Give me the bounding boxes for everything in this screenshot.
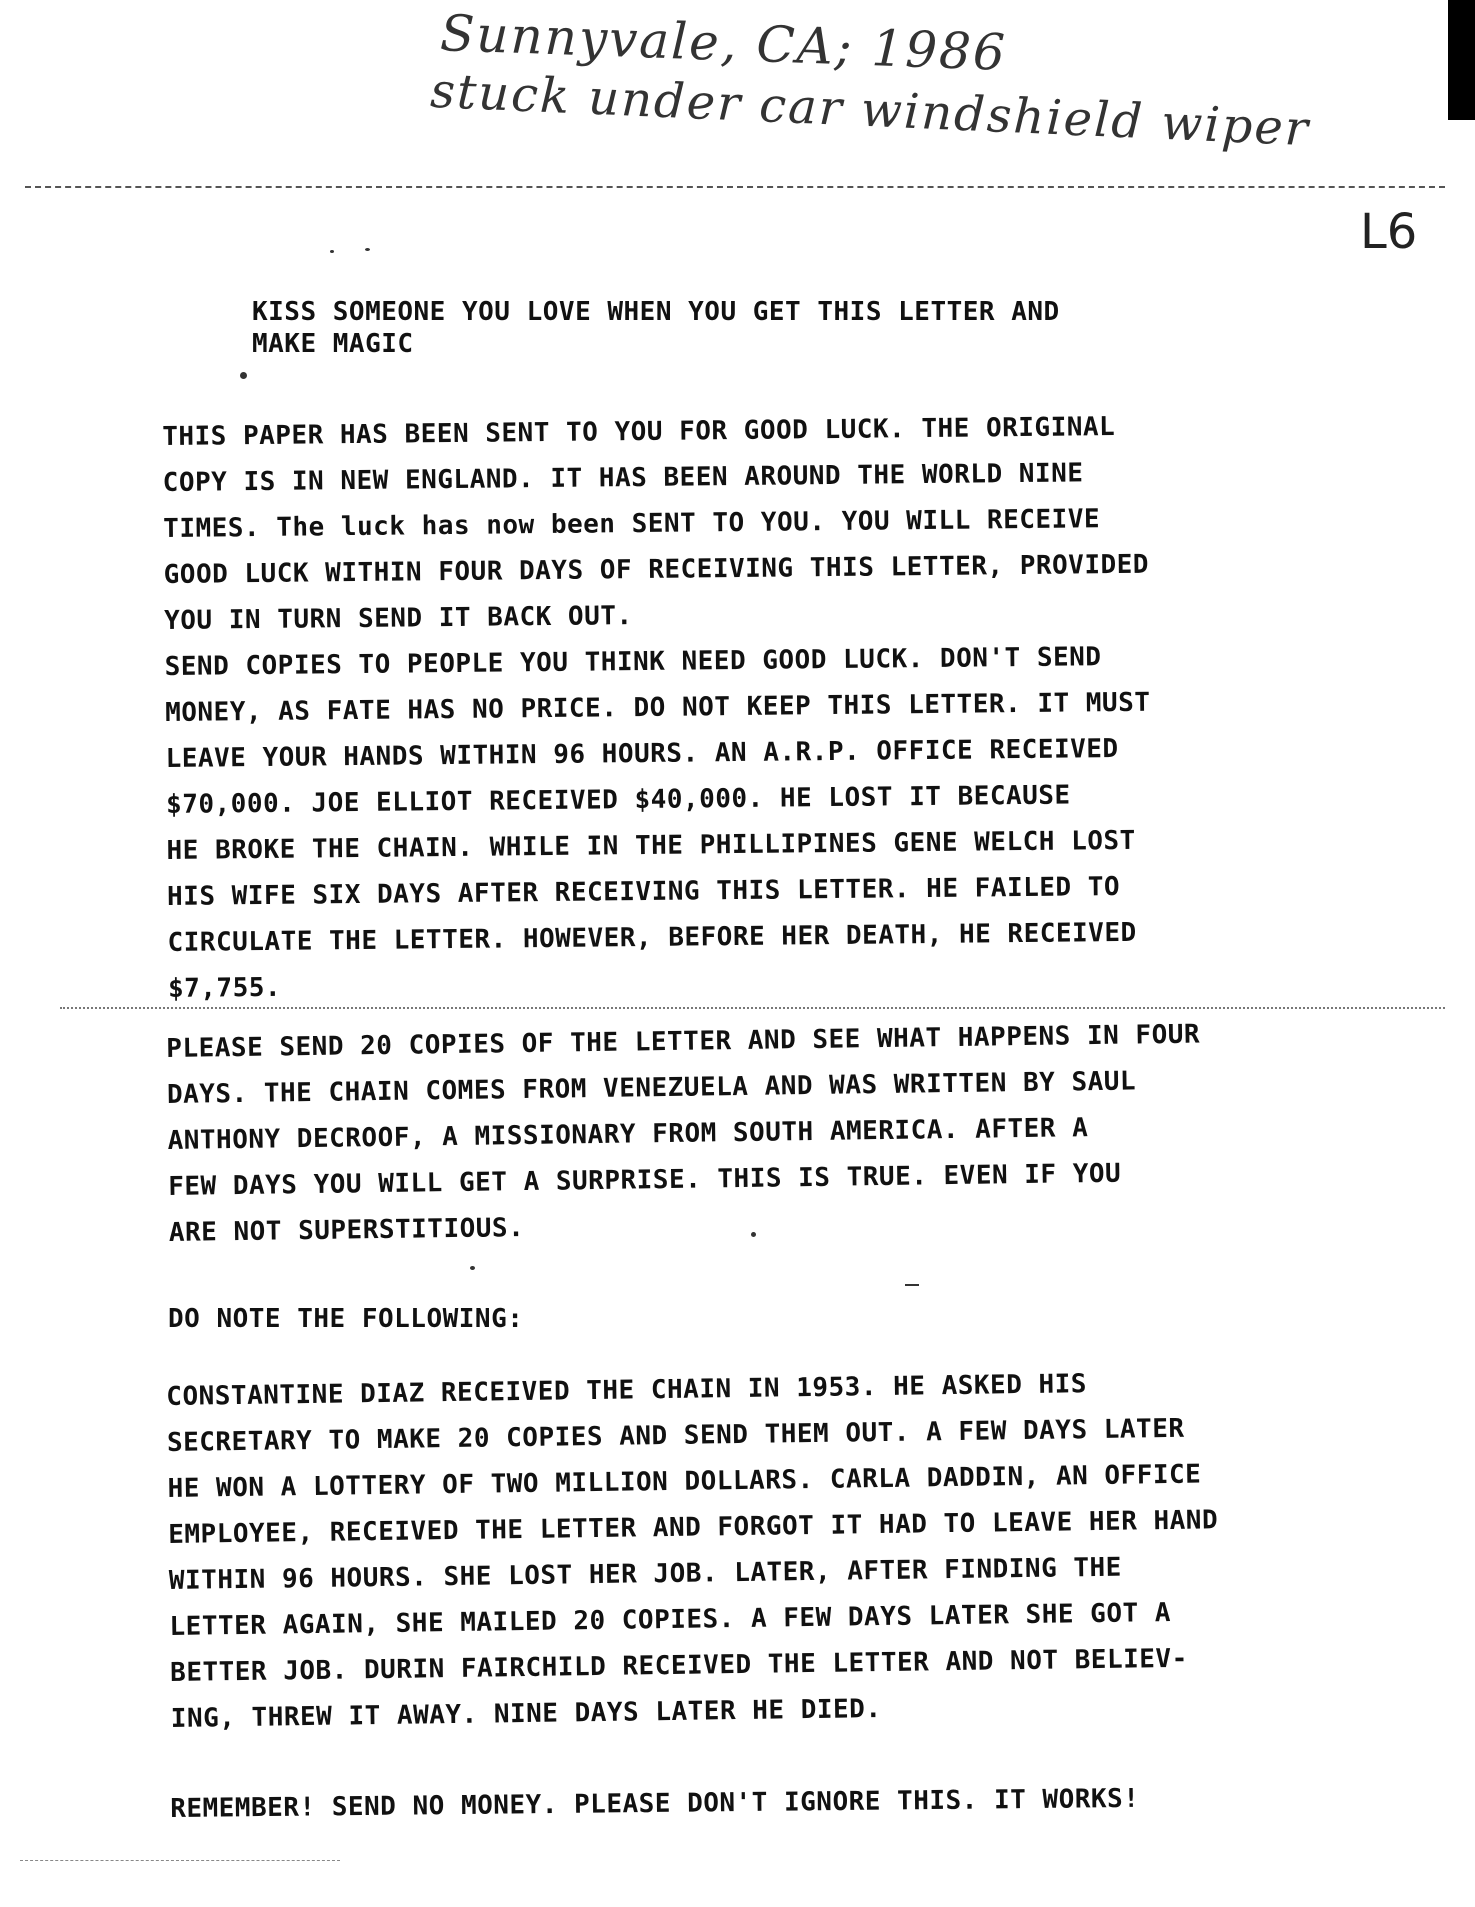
text-line: THIS PAPER HAS BEEN SENT TO YOU FOR GOOD LUCK. THE ORIGINAL: [162, 412, 1116, 452]
headline-line: MAKE MAGIC: [252, 329, 414, 359]
text-line: CONSTANTINE DIAZ RECEIVED THE CHAIN IN 1953. HE ASKED HIS: [166, 1369, 1088, 1412]
text-line: HE WON A LOTTERY OF TWO MILLION DOLLARS. CARLA DADDIN, AN OFFICE: [167, 1459, 1202, 1504]
handwritten-found-note: stuck under car windshield wiper: [429, 62, 1311, 158]
page-mark: L6: [1360, 204, 1418, 260]
text-line: $7,755.: [167, 972, 282, 1004]
scan-speck: [905, 1284, 919, 1286]
closing-line: REMEMBER! SEND NO MONEY. PLEASE DON'T IGNORE THIS. IT WORKS!: [170, 1783, 1140, 1824]
text-line: PLEASE SEND 20 COPIES OF THE LETTER AND SEE WHAT HAPPENS IN FOUR: [166, 1019, 1201, 1064]
paragraph-send-copies: [166, 1012, 1203, 1256]
text-line: BETTER JOB. DURIN FAIRCHILD RECEIVED THE LETTER AND NOT BELIEV-: [169, 1643, 1188, 1688]
text-line: TIMES. The luck has now been SENT TO YOU. YOU WILL RECEIVE: [163, 504, 1101, 544]
scan-speck: [240, 372, 247, 379]
handwritten-location-date: Sunnyvale, CA; 1986: [439, 4, 1008, 82]
text-line: ANTHONY DECROOF, A MISSIONARY FROM SOUTH AMERICA. AFTER A: [167, 1113, 1089, 1156]
scan-speck: [470, 1266, 475, 1270]
text-line: YOU IN TURN SEND IT BACK OUT.: [164, 601, 633, 636]
text-line: SECRETARY TO MAKE 20 COPIES AND SEND THEM OUT. A FEW DAYS LATER: [166, 1413, 1185, 1458]
headline-line: KISS SOMEONE YOU LOVE WHEN YOU GET THIS LETTER AND: [252, 297, 1060, 327]
text-line: HE BROKE THE CHAIN. WHILE IN THE PHILLIPINES GENE WELCH LOST: [166, 825, 1136, 866]
text-line: ARE NOT SUPERSTITIOUS.: [168, 1213, 525, 1248]
letter-headline: [252, 296, 1060, 360]
text-line: LEAVE YOUR HANDS WITHIN 96 HOURS. AN A.R.P. OFFICE RECEIVED: [165, 734, 1119, 774]
header-divider-line: [25, 186, 1445, 188]
bottom-scan-line: [20, 1860, 340, 1861]
text-line: FEW DAYS YOU WILL GET A SURPRISE. THIS IS TRUE. EVEN IF YOU: [168, 1158, 1122, 1202]
text-line: WITHIN 96 HOURS. SHE LOST HER JOB. LATER, AFTER FINDING THE: [168, 1552, 1123, 1596]
scan-speck: [365, 248, 370, 251]
text-line: EMPLOYEE, RECEIVED THE LETTER AND FORGOT IT HAD TO LEAVE HER HAND: [168, 1505, 1219, 1550]
text-line: GOOD LUCK WITHIN FOUR DAYS OF RECEIVING THIS LETTER, PROVIDED: [163, 549, 1150, 590]
text-line: SEND COPIES TO PEOPLE YOU THINK NEED GOOD LUCK. DON'T SEND: [164, 642, 1102, 682]
text-line: LETTER AGAIN, SHE MAILED 20 COPIES. A FEW DAYS LATER SHE GOT A: [169, 1597, 1172, 1642]
text-line: DAYS. THE CHAIN COMES FROM VENEZUELA AND WAS WRITTEN BY SAUL: [166, 1066, 1137, 1110]
text-line: MONEY, AS FATE HAS NO PRICE. DO NOT KEEP THIS LETTER. IT MUST: [164, 687, 1151, 728]
text-line: $70,000. JOE ELLIOT RECEIVED $40,000. HE LOST IT BECAUSE: [165, 780, 1071, 820]
paragraph-examples: [166, 1359, 1221, 1742]
scan-speck: [330, 250, 334, 253]
text-line: COPY IS IN NEW ENGLAND. IT HAS BEEN AROUND THE WORLD NINE: [162, 458, 1084, 498]
scan-edge-bar: [1448, 0, 1475, 120]
text-line: CIRCULATE THE LETTER. HOWEVER, BEFORE HER DEATH, HE RECEIVED: [167, 917, 1137, 958]
paragraph-good-luck: [162, 404, 1154, 1012]
note-heading: DO NOTE THE FOLLOWING:: [168, 1304, 524, 1334]
text-line: HIS WIFE SIX DAYS AFTER RECEIVING THIS LETTER. HE FAILED TO: [166, 871, 1121, 912]
text-line: ING, THREW IT AWAY. NINE DAYS LATER HE DIED.: [170, 1694, 882, 1734]
fold-line: [60, 1007, 1445, 1009]
